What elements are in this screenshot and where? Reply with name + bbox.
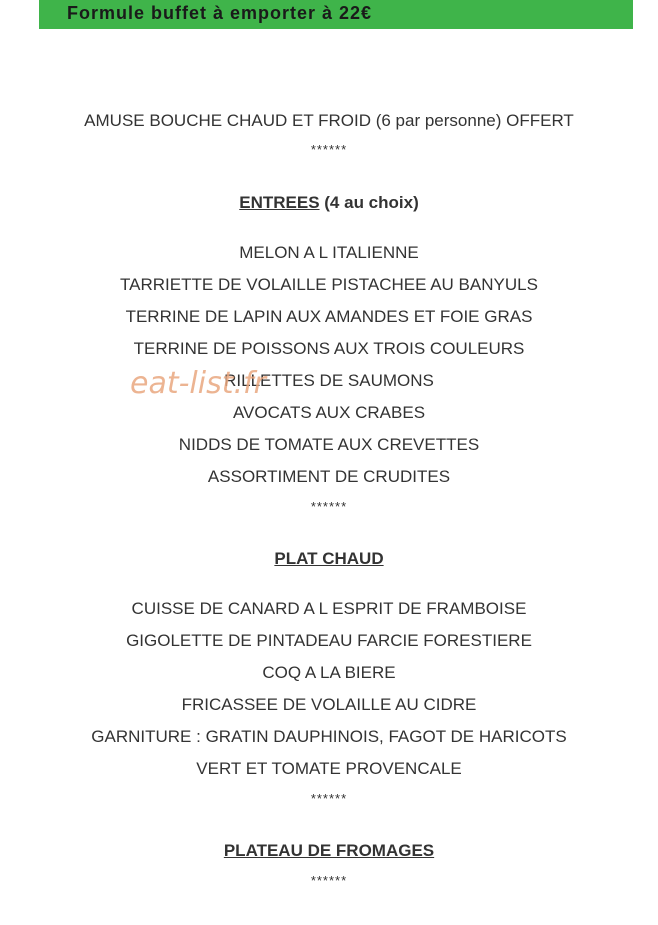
entree-item: NIDDS DE TOMATE AUX CREVETTES	[178, 435, 480, 454]
header-bar	[39, 0, 633, 29]
plat-chaud-heading-title: PLAT CHAUD	[274, 549, 384, 568]
plat-item: VERT ET TOMATE PROVENCALE	[196, 759, 462, 778]
separator: ******	[310, 142, 348, 157]
entree-item: RILLETTES DE SAUMONS	[224, 371, 434, 390]
entree-item: MELON A L ITALIENNE	[239, 243, 419, 262]
fromages-heading	[0, 841, 658, 861]
plat-item: FRICASSEE DE VOLAILLE AU CIDRE	[181, 695, 477, 714]
plat-item: GARNITURE : GRATIN DAUPHINOIS, FAGOT DE HARICOTS	[91, 727, 567, 746]
amuse-bouche-line: AMUSE BOUCHE CHAUD ET FROID (6 par personne) OFFERT	[84, 111, 574, 130]
plat-item: GIGOLETTE DE PINTADEAU FARCIE FORESTIERE	[126, 631, 532, 650]
header-title: Formule buffet à emporter à 22€	[67, 3, 373, 23]
entree-item: TERRINE DE LAPIN AUX AMANDES ET FOIE GRAS	[125, 307, 533, 326]
separator: ******	[310, 873, 348, 888]
entree-item: TERRINE DE POISSONS AUX TROIS COULEURS	[133, 339, 525, 358]
plat-item: CUISSE DE CANARD A L ESPRIT DE FRAMBOISE	[131, 599, 527, 618]
entrees-heading-title: ENTREES	[239, 193, 320, 212]
watermark-logo: eat-list.fr	[130, 366, 266, 401]
entree-item: TARRIETTE DE VOLAILLE PISTACHEE AU BANYULS	[120, 275, 538, 294]
separator: ******	[310, 791, 348, 806]
fromages-heading-title: PLATEAU DE FROMAGES	[223, 841, 435, 860]
entree-item: AVOCATS AUX CRABES	[232, 403, 426, 422]
entree-item: ASSORTIMENT DE CRUDITES	[207, 467, 451, 486]
separator: ******	[310, 499, 348, 514]
entrees-heading-note: (4 au choix)	[319, 193, 419, 212]
plat-item: COQ A LA BIERE	[262, 663, 396, 682]
entrees-heading	[0, 193, 658, 213]
plat-chaud-heading	[0, 549, 658, 569]
